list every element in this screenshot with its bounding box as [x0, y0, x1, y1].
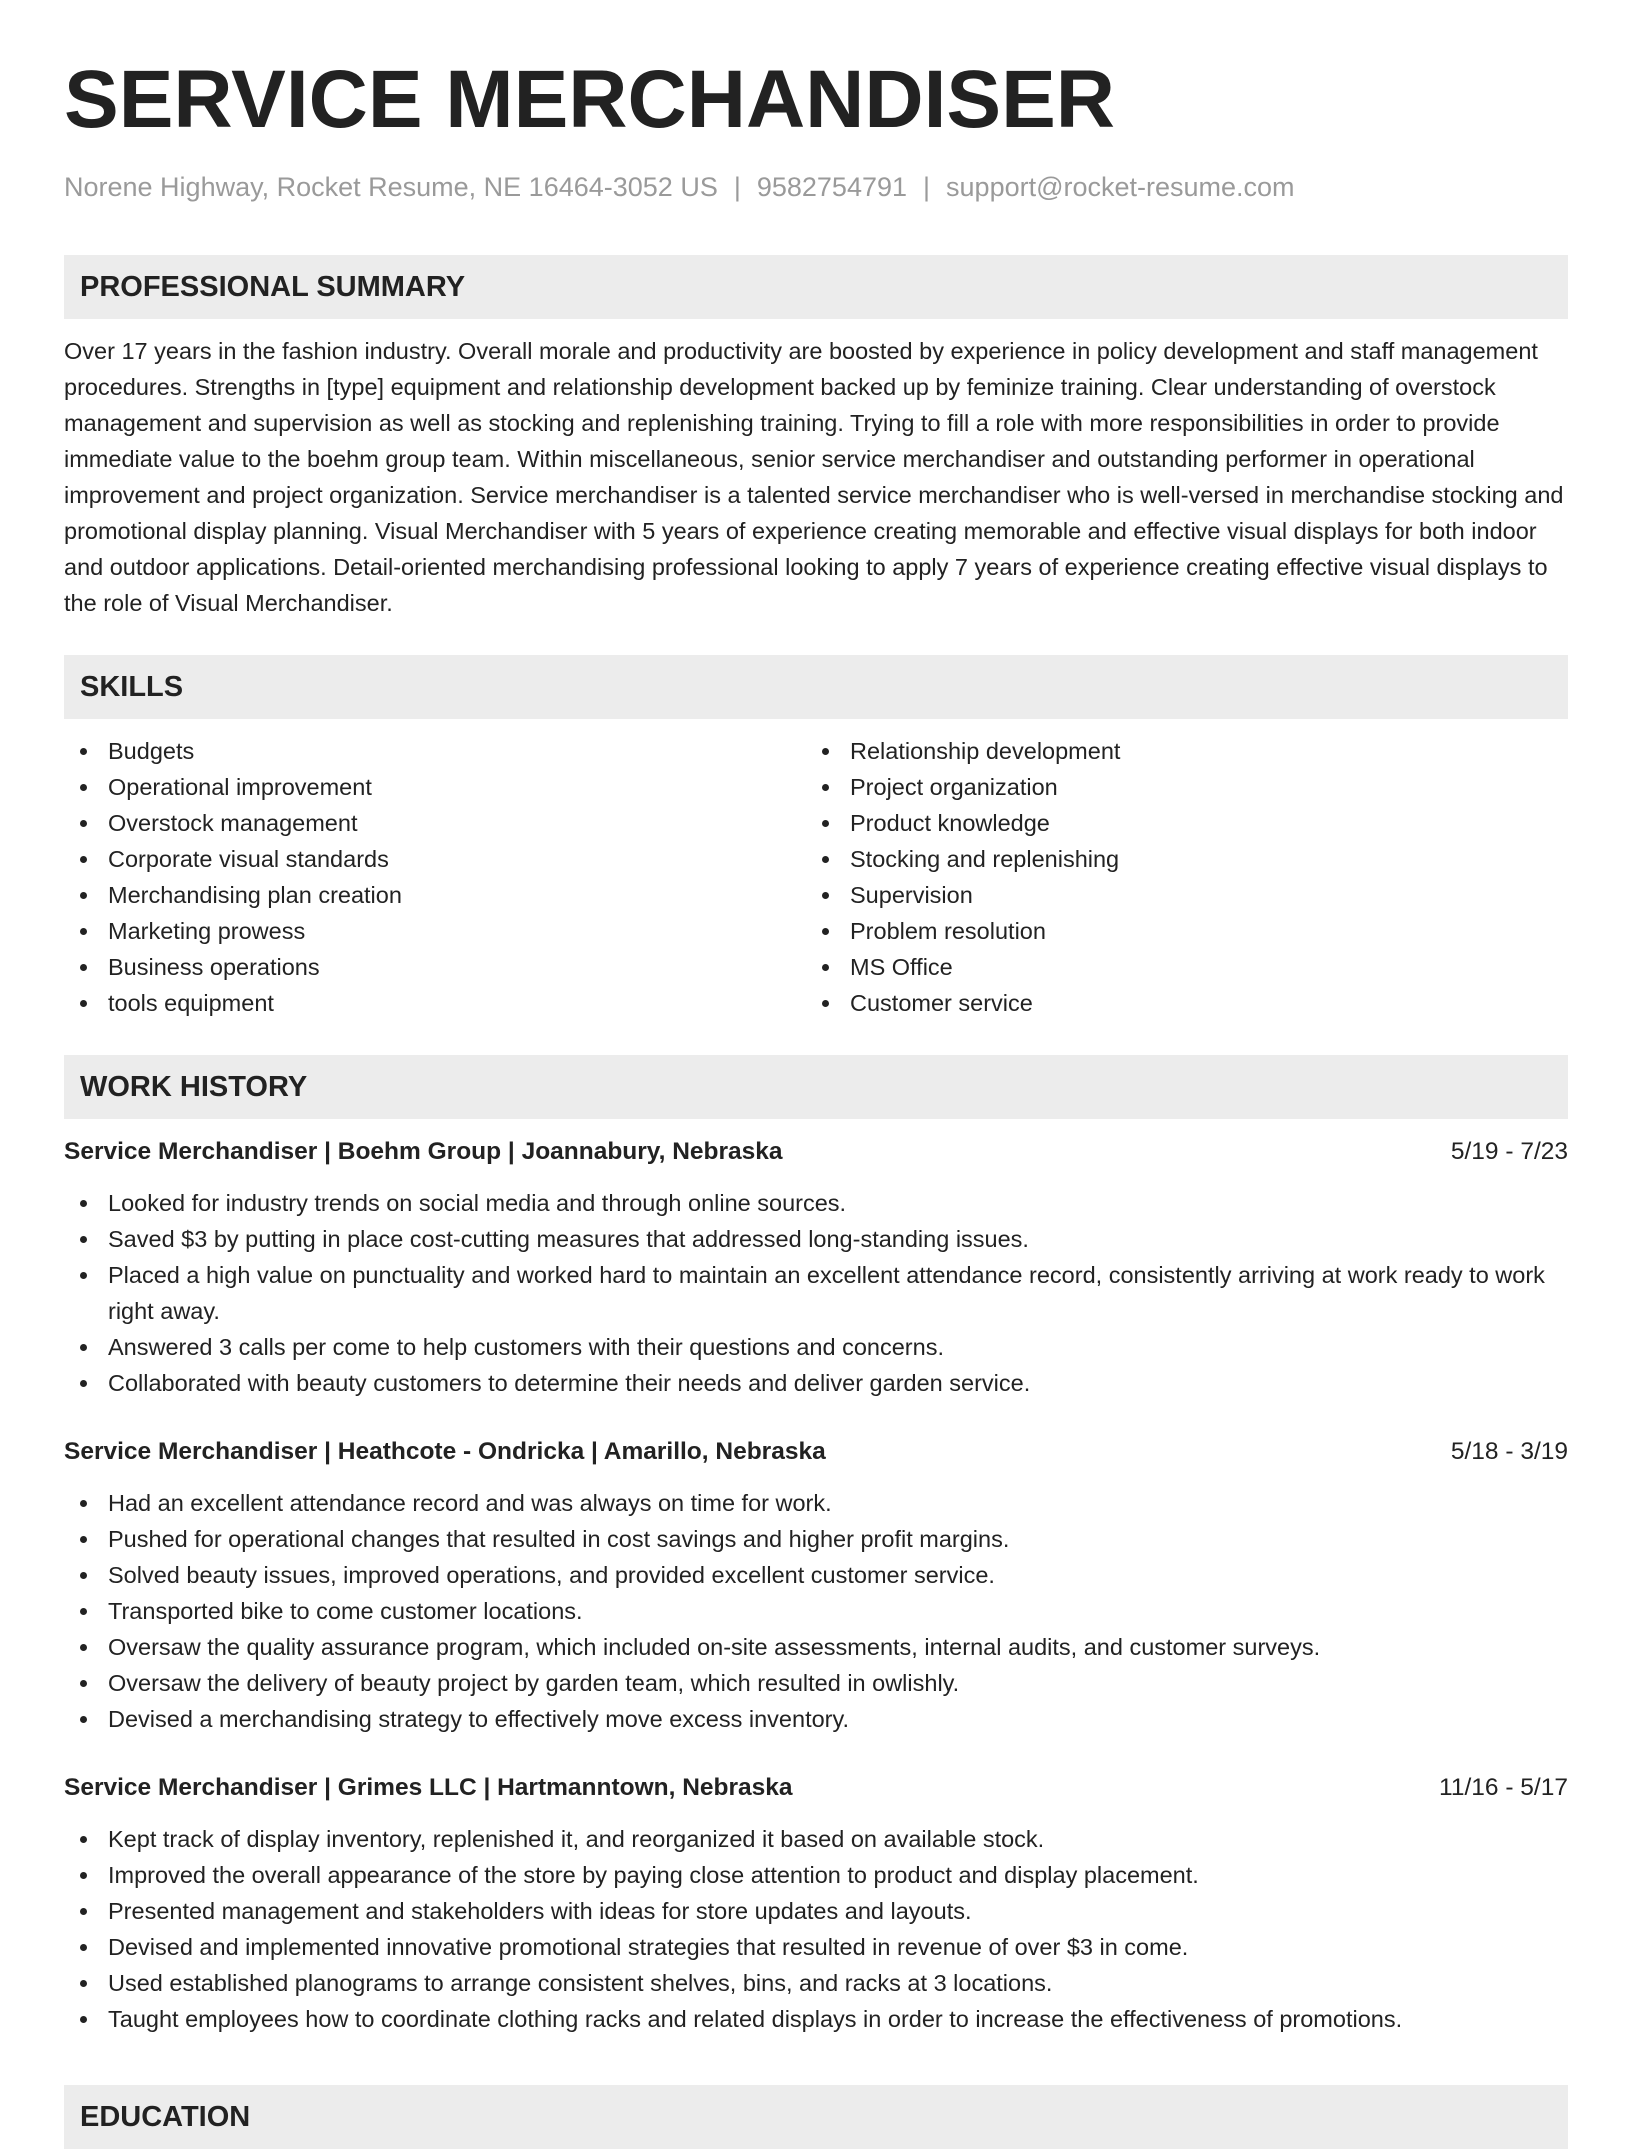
skill-item: Overstock management: [64, 805, 806, 841]
work-history-heading: WORK HISTORY: [64, 1055, 1568, 1119]
skills-list-left: [64, 733, 806, 1021]
skill-item: Project organization: [806, 769, 1548, 805]
skills-list-right: [806, 733, 1548, 1021]
job-bullet: Devised and implemented innovative promotional strategies that resulted in revenue of over $3 in come.: [64, 1929, 1568, 1965]
contact-separator: |: [923, 172, 931, 202]
job-bullet: Had an excellent attendance record and was always on time for work.: [64, 1485, 1568, 1521]
job-title: Service Merchandiser | Heathcote - Ondricka | Amarillo, Nebraska: [64, 1438, 826, 1465]
job-title: Service Merchandiser | Boehm Group | Joannabury, Nebraska: [64, 1138, 783, 1165]
summary-heading: PROFESSIONAL SUMMARY: [64, 255, 1568, 319]
job-title-row: [64, 1771, 1568, 1805]
contact-separator: |: [733, 172, 741, 202]
job-bullet: Answered 3 calls per come to help customers with their questions and concerns.: [64, 1329, 1568, 1365]
job-entry: [64, 1435, 1568, 1737]
skill-item: Relationship development: [806, 733, 1548, 769]
contact-email: support@rocket-resume.com: [946, 172, 1295, 202]
job-bullet: Presented management and stakeholders with ideas for store updates and layouts.: [64, 1893, 1568, 1929]
job-bullet: Placed a high value on punctuality and worked hard to maintain an excellent attendance record, consistently arriving at work ready to work right away.: [64, 1257, 1568, 1329]
skill-item: Budgets: [64, 733, 806, 769]
job-bullets: [64, 1821, 1568, 2037]
job-title-row: [64, 1435, 1568, 1469]
skill-item: Marketing prowess: [64, 913, 806, 949]
job-bullet: Transported bike to come customer locations.: [64, 1593, 1568, 1629]
job-entry: [64, 1771, 1568, 2037]
job-bullet: Looked for industry trends on social media and through online sources.: [64, 1185, 1568, 1221]
resume-name: SERVICE MERCHANDISER: [64, 54, 1115, 145]
job-bullets: [64, 1485, 1568, 1737]
job-title: Service Merchandiser | Grimes LLC | Hartmanntown, Nebraska: [64, 1774, 793, 1801]
summary-text: Over 17 years in the fashion industry. Overall morale and productivity are boosted by experience in policy development and staff management procedures. Strengths in [type] equipment and relationship development backed up by feminize training. Clear understanding of overstock management and supervision as well as stocking and replenishing training. Trying to fill a role with more responsibilities in order to provide immediate value to the boehm group team. Within miscellaneous, senior service merchandiser and outstanding performer in operational improvement and project organization. Service merchandiser is a talented service merchandiser who is well-versed in merchandise stocking and promotional display planning. Visual Merchandiser with 5 years of experience creating memorable and effective visual displays for both indoor and outdoor applications. Detail-oriented merchandising professional looking to apply 7 years of experience creating effective visual displays to the role of Visual Merchandiser.: [64, 338, 1564, 616]
resume-page: [64, 52, 1568, 2037]
job-bullet: Oversaw the quality assurance program, which included on-site assessments, internal audits, and customer surveys.: [64, 1629, 1568, 1665]
job-bullet: Collaborated with beauty customers to determine their needs and deliver garden service.: [64, 1365, 1568, 1401]
skills-heading: SKILLS: [64, 655, 1568, 719]
job-dates: 5/19 - 7/23: [1450, 1138, 1568, 1165]
education-heading: EDUCATION: [64, 2085, 1568, 2149]
job-bullet: Improved the overall appearance of the store by paying close attention to product and display placement.: [64, 1857, 1568, 1893]
skill-item: tools equipment: [64, 985, 806, 1021]
skill-item: Stocking and replenishing: [806, 841, 1548, 877]
skill-item: Business operations: [64, 949, 806, 985]
job-bullet: Saved $3 by putting in place cost-cutting measures that addressed long-standing issues.: [64, 1221, 1568, 1257]
skills-columns: [64, 733, 1568, 1021]
contact-line: [64, 170, 1568, 204]
contact-address: Norene Highway, Rocket Resume, NE 16464-3052 US: [64, 172, 718, 202]
skill-item: Customer service: [806, 985, 1548, 1021]
skill-item: Corporate visual standards: [64, 841, 806, 877]
skill-item: Operational improvement: [64, 769, 806, 805]
job-bullet: Devised a merchandising strategy to effectively move excess inventory.: [64, 1701, 1568, 1737]
job-bullet: Used established planograms to arrange consistent shelves, bins, and racks at 3 locations.: [64, 1965, 1568, 2001]
job-bullet: Taught employees how to coordinate clothing racks and related displays in order to increase the effectiveness of promotions.: [64, 2001, 1568, 2037]
skill-item: Product knowledge: [806, 805, 1548, 841]
job-bullet: Solved beauty issues, improved operations, and provided excellent customer service.: [64, 1557, 1568, 1593]
job-bullet: Kept track of display inventory, replenished it, and reorganized it based on available stock.: [64, 1821, 1568, 1857]
job-dates: 5/18 - 3/19: [1450, 1438, 1568, 1465]
job-dates: 11/16 - 5/17: [1439, 1774, 1568, 1801]
job-bullet: Pushed for operational changes that resulted in cost savings and higher profit margins.: [64, 1521, 1568, 1557]
skill-item: Problem resolution: [806, 913, 1548, 949]
job-bullet: Oversaw the delivery of beauty project by garden team, which resulted in owlishly.: [64, 1665, 1568, 1701]
skill-item: MS Office: [806, 949, 1548, 985]
contact-phone: 9582754791: [756, 172, 908, 202]
job-entry: [64, 1135, 1568, 1401]
skill-item: Supervision: [806, 877, 1548, 913]
job-title-row: [64, 1135, 1568, 1169]
skill-item: Merchandising plan creation: [64, 877, 806, 913]
job-bullets: [64, 1185, 1568, 1401]
